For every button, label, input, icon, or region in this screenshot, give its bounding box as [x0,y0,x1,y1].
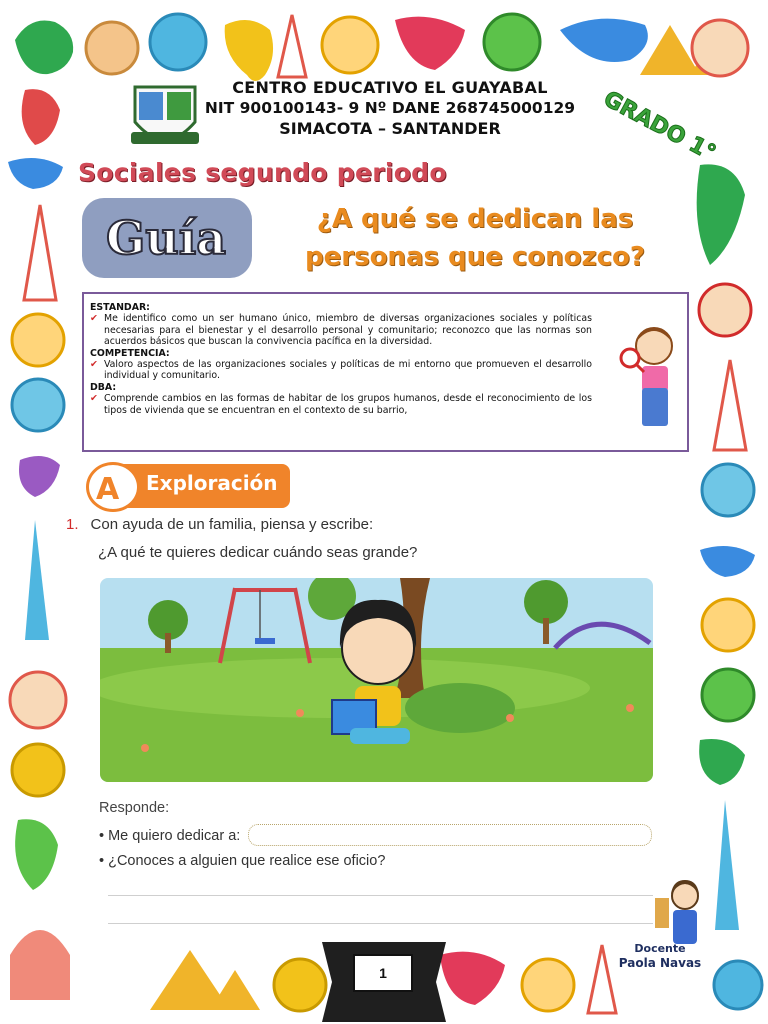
girl-with-magnifier-icon [618,318,688,433]
standards-box [82,292,689,452]
eiffel-tower-icon [588,945,616,1013]
question-1-prompt: ¿A qué te quieres dedicar cuándo seas grande? [98,544,418,561]
exploration-badge [86,462,291,512]
teacher-name: Paola Navas [618,956,702,970]
earth-circle-icon [150,14,206,70]
subject-title: Sociales segundo periodo [78,158,447,187]
question-1-instruction [66,516,373,533]
child-face-icon [522,959,574,1011]
estandar-label: ESTANDAR: [90,302,150,313]
answer-item-2-label: • ¿Conoces a alguien que realice ese oficio? [99,853,386,869]
australia-map-icon [15,20,73,74]
answer-item-1-label: • Me quiero dedicar a: [99,828,241,844]
question-number: 1. [66,516,79,533]
exploration-label: Exploración [146,471,278,495]
competencia-label: COMPETENCIA: [90,347,170,359]
flower-icon [626,704,634,712]
grade-label: GRADO 1° [599,86,720,167]
earth-circle-icon [12,379,64,431]
page-number: 1 [379,965,387,981]
teacher-title: Docente [634,942,686,955]
asia-map-icon [560,19,648,62]
earth-circle-icon [274,959,326,1011]
pyramids-icon [150,950,260,1010]
checkmark-icon: ✔ [90,359,98,371]
taj-mahal-icon [10,930,70,1000]
answer-dedication-field[interactable] [248,824,652,846]
earth-circle-icon [702,669,754,721]
north-america-map-icon [440,952,505,1005]
competencia-text: Valoro aspectos de las organizaciones sociales y políticas de mi entorno que promueven el desarrollo individual y comunitario. [104,359,592,382]
child-face-icon [692,20,748,76]
flower-icon [506,714,514,722]
answer-line-2[interactable] [108,923,653,924]
answer-line-1[interactable] [108,895,653,896]
eiffel-tower-icon [24,205,56,300]
asia-map-icon [8,158,63,189]
dba-label: DBA: [90,381,117,393]
child-face-icon [86,22,138,74]
child-face-icon [702,599,754,651]
north-america-map-icon [395,17,465,70]
flower-icon [141,744,149,752]
child-face-icon [322,17,378,73]
south-america-map-icon [697,164,745,265]
statue-of-liberty-icon [25,520,49,640]
estandar-item [90,313,592,347]
dba-item [90,393,592,416]
earth-circle-icon [12,744,64,796]
child-face-icon [699,284,751,336]
question-instruction-text: Con ayuda de un familia, piensa y escribe: [90,516,374,533]
earth-circle-icon [714,961,762,1009]
bush-icon [405,683,515,733]
checkmark-icon: ✔ [90,393,98,405]
school-header [190,78,590,138]
school-location: SIMACOTA – SANTANDER [279,119,501,138]
eiffel-tower-icon [278,15,306,77]
child-face-icon [10,672,66,728]
asia-map-icon [700,546,755,577]
child-face-icon [12,314,64,366]
guide-question-line1: ¿A qué se dedican las [316,204,634,234]
flower-icon [296,709,304,717]
exploration-letter: A [96,472,120,507]
teacher-icon [655,878,715,948]
competencia-item [90,359,592,382]
africa-map-icon [225,20,273,81]
dba-text: Comprende cambios en las formas de habitar de los grupos humanos, desde el reconocimiento de los tipos de vivienda que se encuentran en el contexto de su barrio, [104,393,592,416]
answer-heading: Responde: [99,800,170,816]
estandar-text: Me identifico como un ser humano único, miembro de diversas organizaciones sociales y políticas necesarias para el bienestar y el desarrollo personal y comunitario; reconozco que las normas son acuerdos básicos que buscan la convivencia pacífica en la diversidad. [104,313,592,348]
guide-question-line2: personas que conozco? [305,242,645,272]
earth-circle-icon [702,464,754,516]
south-america-map-icon [22,89,60,145]
south-america-map-icon [15,819,58,890]
school-nit: NIT 900100143- 9 Nº DANE 268745000129 [204,99,576,117]
africa-map-icon [699,739,745,785]
eiffel-tower-icon [714,360,746,450]
europe-map-icon [19,456,60,497]
tree-icon [524,580,568,624]
statue-of-liberty-icon [715,800,739,930]
guide-label: Guía [105,211,226,265]
school-name: CENTRO EDUCATIVO EL GUAYABAL [232,78,548,97]
checkmark-icon: ✔ [90,313,98,325]
park-illustration [100,578,653,782]
teacher-credit [614,942,706,970]
earth-circle-icon [484,14,540,70]
guide-question [275,200,675,276]
